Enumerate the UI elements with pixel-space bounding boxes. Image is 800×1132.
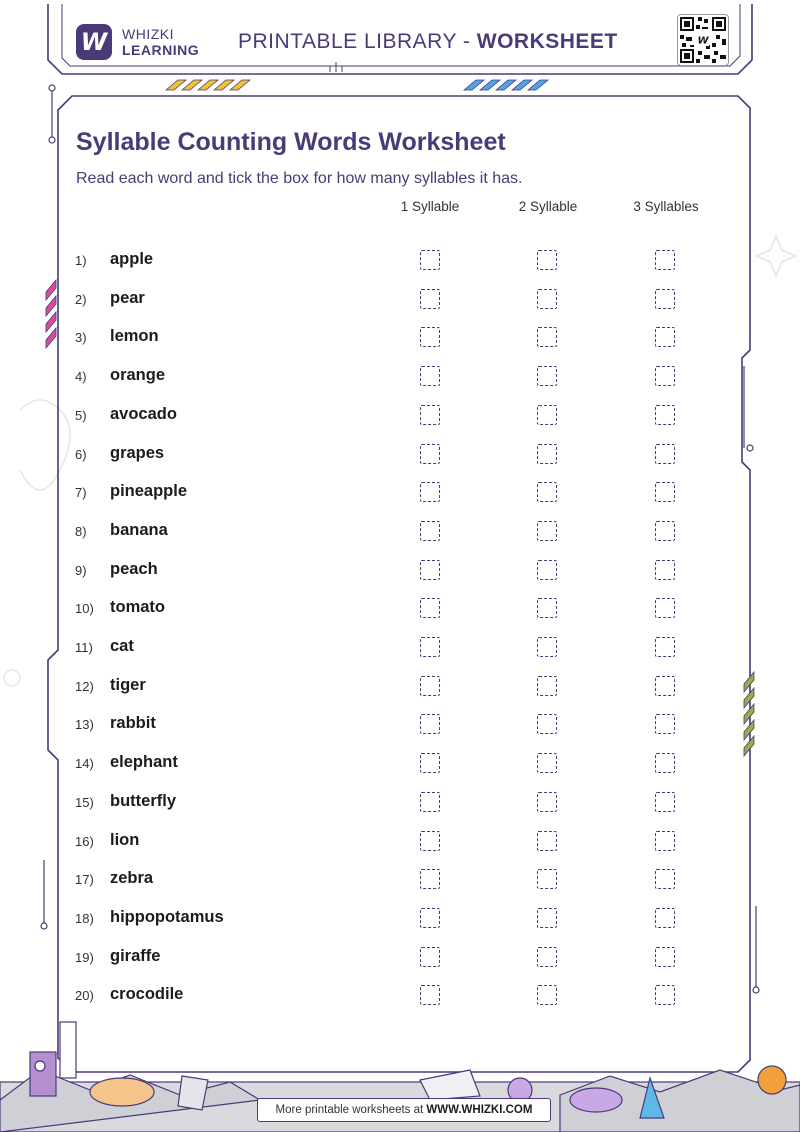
checkbox-3-syllables[interactable]: [655, 947, 675, 967]
item-word: butterfly: [110, 791, 176, 810]
item-word: peach: [110, 559, 158, 578]
checkbox-3-syllables[interactable]: [655, 753, 675, 773]
item-number: 9): [75, 562, 87, 578]
checkbox-1-syllable[interactable]: [420, 250, 440, 270]
checkbox-3-syllables[interactable]: [655, 985, 675, 1005]
checkbox-2-syllable[interactable]: [537, 327, 557, 347]
checkbox-3-syllables[interactable]: [655, 908, 675, 928]
checkbox-2-syllable[interactable]: [537, 676, 557, 696]
checkbox-2-syllable[interactable]: [537, 985, 557, 1005]
item-word: elephant: [110, 753, 178, 772]
word-row: [0, 788, 800, 818]
word-row: [0, 285, 800, 315]
checkbox-1-syllable[interactable]: [420, 753, 440, 773]
checkbox-1-syllable[interactable]: [420, 444, 440, 464]
checkbox-3-syllables[interactable]: [655, 637, 675, 657]
checkbox-2-syllable[interactable]: [537, 444, 557, 464]
checkbox-2-syllable[interactable]: [537, 908, 557, 928]
checkbox-3-syllables[interactable]: [655, 792, 675, 812]
item-number: 6): [75, 446, 87, 462]
checkbox-2-syllable[interactable]: [537, 792, 557, 812]
qr-letter: W: [697, 35, 709, 47]
checkbox-3-syllables[interactable]: [655, 482, 675, 502]
word-row: [0, 556, 800, 586]
checkbox-2-syllable[interactable]: [537, 560, 557, 580]
item-word: crocodile: [110, 985, 184, 1004]
item-word: cat: [110, 637, 134, 655]
item-number: 5): [75, 407, 87, 423]
checkbox-3-syllables[interactable]: [655, 714, 675, 734]
checkbox-1-syllable[interactable]: [420, 327, 440, 347]
item-word: lion: [110, 830, 140, 849]
word-row: [0, 517, 800, 547]
item-number: 2): [75, 291, 87, 307]
item-word: grapes: [110, 443, 165, 462]
checkbox-2-syllable[interactable]: [537, 250, 557, 270]
checkbox-3-syllables[interactable]: [655, 327, 675, 347]
column-header-2-syllable: 2 Syllable: [518, 199, 578, 214]
word-row: [0, 594, 800, 624]
checkbox-1-syllable[interactable]: [420, 869, 440, 889]
word-row: [0, 478, 800, 508]
item-number: 11): [75, 640, 93, 655]
checkbox-1-syllable[interactable]: [420, 521, 440, 541]
checkbox-2-syllable[interactable]: [537, 637, 557, 657]
word-row: [0, 710, 800, 740]
word-row: [0, 981, 800, 1011]
item-word: apple: [110, 250, 154, 268]
item-word: banana: [110, 520, 168, 539]
checkbox-2-syllable[interactable]: [537, 831, 557, 851]
checkbox-2-syllable[interactable]: [537, 405, 557, 425]
item-number: 20): [75, 988, 94, 1004]
item-number: 14): [75, 756, 94, 772]
qr-code-icon: [677, 14, 729, 66]
brand-name-line2: LEARNING: [122, 42, 200, 58]
item-word: avocado: [110, 404, 177, 423]
word-row: [0, 246, 800, 276]
header-title: [238, 30, 618, 54]
header-title-prefix: PRINTABLE LIBRARY -: [238, 30, 477, 53]
checkbox-1-syllable[interactable]: [420, 908, 440, 928]
item-word: hippopotamus: [110, 907, 224, 926]
item-word: pear: [110, 288, 145, 307]
item-number: 4): [75, 369, 87, 385]
checkbox-1-syllable[interactable]: [420, 831, 440, 851]
word-row: [0, 323, 800, 353]
item-word: pineapple: [110, 482, 188, 501]
item-number: 13): [75, 717, 94, 733]
checkbox-3-syllables[interactable]: [655, 560, 675, 580]
footer-link[interactable]: WWW.WHIZKI.COM: [426, 1104, 533, 1116]
checkbox-3-syllables[interactable]: [655, 598, 675, 618]
word-row: [0, 749, 800, 779]
column-header-3-syllables: 3 Syllables: [633, 199, 699, 214]
word-row: [0, 904, 800, 934]
checkbox-2-syllable[interactable]: [537, 366, 557, 386]
item-word: lemon: [110, 327, 159, 346]
item-number: 8): [75, 523, 87, 539]
word-row: [0, 865, 800, 895]
checkbox-3-syllables[interactable]: [655, 521, 675, 541]
checkbox-1-syllable[interactable]: [420, 947, 440, 967]
word-row: [0, 362, 800, 392]
brand-logo: W: [76, 24, 112, 60]
checkbox-2-syllable[interactable]: [537, 753, 557, 773]
checkbox-1-syllable[interactable]: [420, 676, 440, 696]
checkbox-3-syllables[interactable]: [655, 831, 675, 851]
checkbox-2-syllable[interactable]: [537, 869, 557, 889]
word-row: [0, 672, 800, 702]
item-number: 19): [75, 949, 94, 965]
checkbox-1-syllable[interactable]: [420, 637, 440, 657]
checkbox-2-syllable[interactable]: [537, 598, 557, 618]
checkbox-2-syllable[interactable]: [537, 289, 557, 309]
checkbox-2-syllable[interactable]: [537, 947, 557, 967]
checkbox-1-syllable[interactable]: [420, 985, 440, 1005]
item-word: tiger: [110, 675, 146, 694]
word-row: [0, 943, 800, 973]
checkbox-3-syllables[interactable]: [655, 405, 675, 425]
checkbox-2-syllable[interactable]: [537, 482, 557, 502]
item-number: 12): [75, 678, 94, 694]
checkbox-1-syllable[interactable]: [420, 714, 440, 734]
worksheet-title: Syllable Counting Words Worksheet: [76, 128, 506, 156]
word-row: [0, 440, 800, 470]
item-word: giraffe: [110, 946, 161, 965]
checkbox-3-syllables[interactable]: [655, 289, 675, 309]
item-word: orange: [110, 366, 166, 385]
checkbox-1-syllable[interactable]: [420, 289, 440, 309]
item-number: 15): [75, 794, 94, 810]
item-number: 1): [75, 253, 87, 268]
checkbox-1-syllable[interactable]: [420, 792, 440, 812]
item-word: tomato: [110, 598, 165, 617]
checkbox-3-syllables[interactable]: [655, 250, 675, 270]
checkbox-1-syllable[interactable]: [420, 405, 440, 425]
footer-banner: [257, 1098, 551, 1122]
checkbox-3-syllables[interactable]: [655, 676, 675, 696]
checkbox-2-syllable[interactable]: [537, 521, 557, 541]
item-number: 3): [75, 330, 87, 346]
header-title-bold: WORKSHEET: [476, 30, 618, 53]
word-row: [0, 633, 800, 663]
checkbox-3-syllables[interactable]: [655, 444, 675, 464]
checkbox-1-syllable[interactable]: [420, 366, 440, 386]
item-word: rabbit: [110, 714, 156, 733]
worksheet-instructions: Read each word and tick the box for how many syllables it has.: [76, 170, 523, 187]
item-number: 16): [75, 833, 94, 849]
checkbox-1-syllable[interactable]: [420, 560, 440, 580]
word-row: [0, 827, 800, 857]
item-number: 7): [75, 485, 87, 501]
column-header-1-syllable: 1 Syllable: [400, 199, 460, 214]
word-row: [0, 401, 800, 431]
item-number: 10): [75, 601, 94, 617]
item-number: 18): [75, 910, 94, 926]
brand-name-line1: WHIZKI: [122, 26, 174, 42]
checkbox-2-syllable[interactable]: [537, 714, 557, 734]
checkbox-1-syllable[interactable]: [420, 482, 440, 502]
item-word: zebra: [110, 869, 154, 888]
checkbox-3-syllables[interactable]: [655, 366, 675, 386]
checkbox-3-syllables[interactable]: [655, 869, 675, 889]
checkbox-1-syllable[interactable]: [420, 598, 440, 618]
footer-text: More printable worksheets at: [275, 1104, 427, 1116]
item-number: 17): [75, 872, 94, 888]
